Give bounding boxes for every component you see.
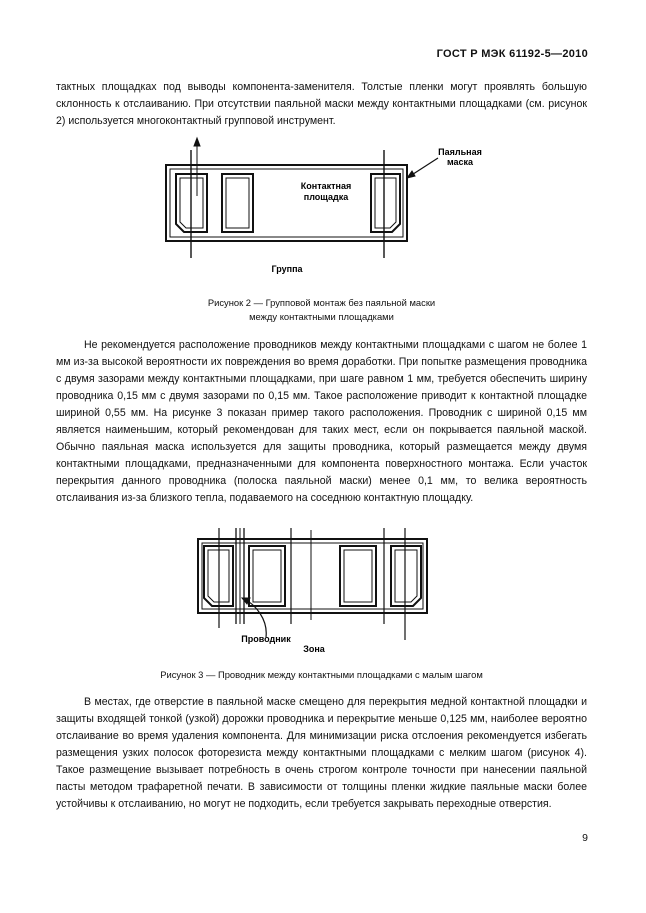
fig2-label-pad-1: Контактная [300, 181, 352, 191]
paragraph-1: тактных площадках под выводы компонента-заменителя. Толстые пленки могут проявлять большую склонность к отслаиванию. При отсутствии паяльной маски между контактными площадками (см. рисунок 2) используется многоконтактный групповой инструмент. [56, 81, 587, 127]
page-number: 9 [582, 832, 588, 844]
paragraph-3: В местах, где отверстие в паяльной маске смещено для перекрытия медной контактной площадки и защиты входящей тонкой (узкой) дорожки проводника и перекрытие меньше 0,125 мм, наиболее вероятно отслаивание во время удаления компонента. Для минимизации риска отслоения рекомендуется избегать размещения узких полосок фоторезиста между контактными площадками с мелким шагом (рисунок 4). Такое размещение вызывает потребность в очень строгом контроле точности при нанесении паяльной пасты методом трафаретной печати. В зависимости от толщины пленки жидкие паяльные маски более устойчивы к отслаиванию, но могут не подходить, если требуется закрывать переходные отверстия. [56, 696, 587, 810]
fig3-pad-3 [340, 546, 376, 606]
fig2-label-group: Группа [271, 264, 303, 274]
figure-2-caption-line-2: между контактными площадками [249, 311, 394, 322]
fig2-pad-2 [222, 174, 253, 232]
document-header: ГОСТ Р МЭК 61192-5—2010 [436, 48, 588, 60]
fig3-pad-2 [249, 546, 285, 606]
figure-3-caption: Рисунок 3 — Проводник между контактными площадками с малым шагом [160, 669, 483, 680]
fig3-label-zone: Зона [303, 644, 325, 654]
fig2-inner-frame [170, 169, 403, 237]
paragraph-2: Не рекомендуется расположение проводников между контактными площадками с шагом не более 1 мм из-за высокой вероятности их повреждения во время доработки. При попытке размещения проводника с двумя зазорами между контактными площадками, при шаге равном 1 мм, требуется обеспечить ширину проводника 0,15 мм с двумя зазорами по 0,15 мм. Такое расположение приводит к контактной площадке шириной 0,55 мм. На рисунке 3 показан пример такого расположения. Проводник с шириной 0,15 мм является наименьшим, который рекомендован для таких мест, если он покрывается паяльной маской. Обычно паяльная маска используется для защиты проводника, который размещается между двумя контактными площадками, предназначенными для компонента поверхностного монтажа. Если участок перекрытия данного проводника (полоска паяльной маски) менее 0,1 мм, то велика вероятность отслаивания из-за близкого тепла, подаваемого на соседнюю контактную площадку. [56, 339, 587, 504]
fig3-label-conductor: Проводник [241, 634, 291, 644]
fig2-label-pad-2: площадка [303, 192, 349, 202]
fig3-inner-frame [202, 543, 423, 609]
figure-2-caption-line-1: Рисунок 2 — Групповой монтаж без паяльной маски [207, 297, 436, 308]
figure-2-caption [56, 296, 587, 324]
fig2-label-mask-2: маска [446, 157, 474, 167]
fig2-label-mask-1: Паяльная [438, 147, 482, 157]
